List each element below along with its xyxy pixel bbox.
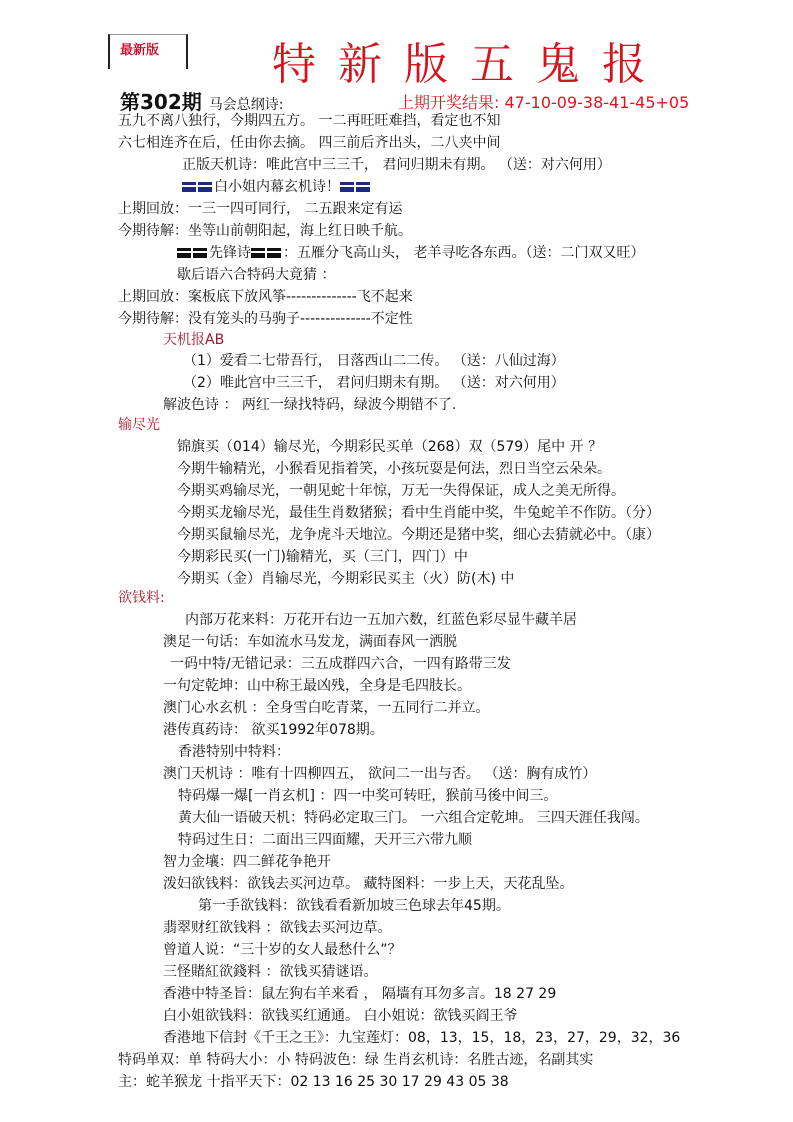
text-line: 解波色诗 ： 两红一绿找特码，绿波今期错不了. — [163, 397, 457, 413]
pioneer-poem-heading — [177, 243, 644, 263]
double-bar-icon — [177, 243, 209, 263]
text-line: 智力金壤：四二鲜花争艳开 — [163, 854, 331, 870]
text-line: 第一手欲钱料：欲钱看看新加坡三色球去年45期。 — [198, 898, 510, 914]
double-bar-icon — [340, 177, 372, 197]
heading-text: 先锋诗 — [209, 245, 251, 261]
text-line: 五九不离八独行，今期四五方。 一二再旺旺难挡，看定也不知 — [118, 113, 501, 129]
heading-suffix: ：五雁分飞高山头， 老羊寻吃各东西。（送：二门双又旺） — [283, 245, 645, 261]
last-result — [398, 90, 689, 113]
latest-edition-badge — [108, 34, 188, 69]
heading-text: 白小姐内幕玄机诗！ — [214, 179, 340, 195]
text-line: 锦旗买（014）输尽光，今期彩民买单（268）双（579）尾中 开 ？ — [177, 439, 603, 455]
text-line: 港传真药诗： 欲买1992年078期。 — [163, 722, 384, 738]
text-line: 今期牛输精光，小猴看见指着笑，小孩玩耍是何法，烈日当空云朵朵。 — [177, 461, 611, 477]
text-line: 今期买鼠输尽光，龙争虎斗天地泣。今期还是猪中奖，细心去猜就必中。（康） — [177, 527, 660, 543]
text-line: 一句定乾坤：山中称王最凶残，全身是毛四肢长。 — [163, 678, 471, 694]
text-line: 香港中特圣旨：鼠左狗右羊来看 ， 隔墙有耳勿多言。18 27 29 — [163, 986, 557, 1002]
last-result-value: 47-10-09-38-41-45+05 — [504, 93, 690, 112]
text-line: （2）唯此宫中三三千， 君问归期未有期。 （送：对六何用） — [183, 375, 565, 391]
section-tianjibao: 天机报AB — [163, 332, 225, 348]
text-line: 特码过生日：二面出三四面耀，天开三六带九顺 — [178, 832, 472, 848]
text-line: 白小姐欲钱料：欲钱买红通通。 白小姐说：欲钱买阎王爷 — [163, 1008, 518, 1024]
text-line: 泼妇欲钱料：欲钱去买河边草。 藏特图料：一步上天，天花乱坠。 — [163, 876, 574, 892]
text-line: 一码中特/无错记录：三五成群四六合，一四有路带三发 — [170, 656, 511, 672]
text-line: （1）爱看二七带吾行， 日落西山二二传。 （送：八仙过海） — [183, 353, 565, 369]
text-line: 特码爆一爆[一肖玄机] ：四一中奖可转旺，猴前马後中间三。 — [178, 788, 558, 804]
text-line: 香港特别中特料： — [178, 744, 290, 760]
text-line: 今期买（金）肖输尽光，今期彩民买主（火）防(木) 中 — [177, 571, 515, 587]
badge-label: 最新版 — [120, 43, 160, 58]
text-line: 今期买龙输尽光，最佳生肖数猪猴；看中生肖能中奖，牛兔蛇羊不作防。（分） — [177, 505, 660, 521]
text-line: 上期回放：案板底下放风筝--------------飞不起来 — [118, 289, 413, 305]
text-line: 翡翠财红欲钱料 ：欲钱去买河边草。 — [163, 920, 392, 936]
text-line: 今期彩民买(一门)输精光，买（三门，四门）中 — [177, 549, 468, 565]
text-line: 主：蛇羊猴龙 十指平天下：02 13 16 25 30 17 29 43 05 38 — [118, 1074, 509, 1090]
text-line: 上期回放：一三一四可同行， 二五跟来定有运 — [118, 201, 403, 217]
text-line: 三怪賭紅欲錢料 ：欲钱买猜谜语。 — [163, 964, 378, 980]
text-line: 歇后语六合特码大竟猜 ： — [177, 267, 336, 283]
text-line: 黄大仙一语破天机：特码必定取三门。 一六组合定乾坤。 三四天涯任我闯。 — [178, 810, 649, 826]
poem-label: 马会总纲诗: — [208, 97, 284, 113]
text-line: 今期待解：坐等山前朝阳起，海上红日映千航。 — [118, 223, 412, 239]
double-bar-icon — [251, 243, 283, 263]
issue-label: 第302期 — [120, 90, 202, 114]
last-result-label: 上期开奖结果: — [398, 93, 500, 112]
text-line: 今期待解：没有笼头的马驹子--------------不定性 — [118, 311, 413, 327]
text-line: 香港地下信封《千王之王》：九宝莲灯：08，13，15，18，23，27，29，32，36 — [163, 1030, 681, 1046]
bai-xiaojie-heading — [182, 177, 372, 197]
section-shujinguang: 输尽光 — [118, 417, 160, 433]
text-line: 六七相连齐在后，任由你去摘。 四三前后齐出头，二八夹中间 — [118, 135, 501, 151]
text-line: 正版天机诗：唯此宫中三三千， 君问归期未有期。 （送：对六何用） — [182, 157, 611, 173]
text-line: 曾道人说：“三十岁的女人最愁什么”？ — [163, 942, 402, 958]
text-line: 今期买鸡输尽光，一朝见蛇十年惊，万无一失得保证，成人之美无所得。 — [177, 483, 625, 499]
text-line: 特码单双：单 特码大小：小 特码波色：绿 生肖玄机诗：名胜古迹，名副其实 — [118, 1052, 594, 1068]
text-line: 内部万花来料：万花开右边一五加六数，红蓝色彩尽显牛藏羊居 — [185, 612, 577, 628]
text-line: 澳足一句话：车如流水马发龙，满面春风一洒脱 — [163, 634, 457, 650]
text-line: 澳门心水玄机 ：全身雪白吃青菜，一五同行二并立。 — [163, 700, 490, 716]
section-yuqianliao: 欲钱料: — [118, 590, 165, 606]
text-line: 澳门天机诗 ：唯有十四柳四五， 欲问二一出与否。 （送：胸有成竹） — [163, 766, 597, 782]
page-title: 特新版五鬼报 — [272, 39, 668, 90]
double-bar-icon — [182, 177, 214, 197]
